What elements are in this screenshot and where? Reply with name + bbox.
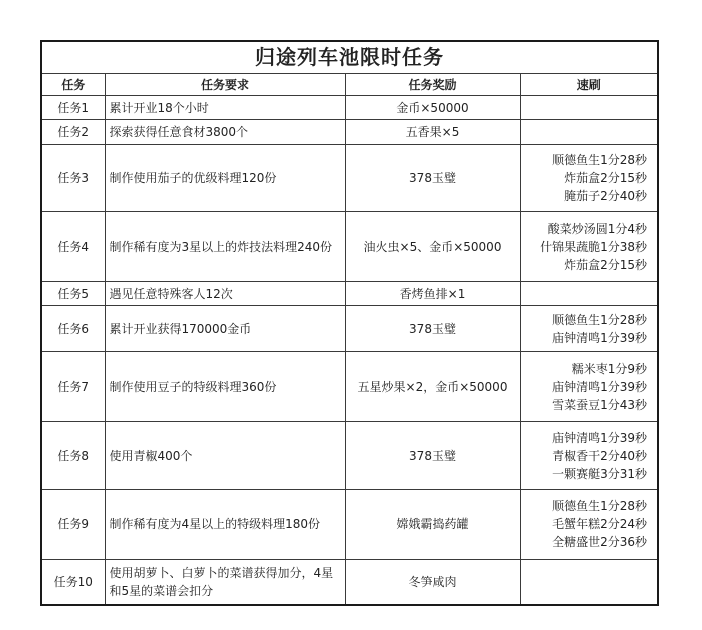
table-row <box>42 120 657 144</box>
table-row <box>42 282 657 305</box>
task-reward: 金币×50000 <box>345 96 520 120</box>
task-reward: 378玉璧 <box>345 422 520 490</box>
task-id: 任务6 <box>42 305 105 352</box>
task-reward: 嫦娥霸捣药罐 <box>345 490 520 560</box>
speedrun-entry: 糯米枣1分9秒 <box>571 361 647 376</box>
task-reward: 香烤鱼排×1 <box>345 282 520 305</box>
table-row <box>42 211 657 282</box>
speedrun-entry: 雪菜蚕豆1分43秒 <box>552 397 647 412</box>
table-row <box>42 490 657 560</box>
speedrun-entry: 炸茄盒2分15秒 <box>564 170 647 185</box>
task-requirement: 累计开业获得170000金币 <box>105 305 345 352</box>
speedrun-entry: 顺德鱼生1分28秒 <box>552 499 647 514</box>
table-row <box>42 422 657 490</box>
task-requirement: 制作稀有度为4星以上的特级料理180份 <box>105 490 345 560</box>
task-speedrun <box>520 559 657 604</box>
title-row <box>42 42 657 73</box>
table-row <box>42 144 657 211</box>
task-speedrun <box>520 352 657 422</box>
task-speedrun <box>520 282 657 305</box>
task-reward: 378玉璧 <box>345 144 520 211</box>
speedrun-entry: 顺德鱼生1分28秒 <box>552 152 647 167</box>
speedrun-entry: 腌茄子2分40秒 <box>564 188 647 203</box>
task-speedrun <box>520 96 657 120</box>
task-speedrun <box>520 490 657 560</box>
task-rows <box>42 96 657 604</box>
header-reward: 任务奖励 <box>345 73 520 95</box>
table-row <box>42 305 657 352</box>
speedrun-entry: 一颗赛艇3分31秒 <box>552 466 647 481</box>
speedrun-entry: 庙钟清鸣1分39秒 <box>552 379 647 394</box>
task-requirement: 累计开业18个小时 <box>105 96 345 120</box>
speedrun-entry: 毛蟹年糕2分24秒 <box>552 517 647 532</box>
task-id: 任务3 <box>42 144 105 211</box>
task-id: 任务2 <box>42 120 105 144</box>
task-speedrun <box>520 120 657 144</box>
task-requirement: 使用胡萝卜、白萝卜的菜谱获得加分，4星和5星的菜谱会扣分 <box>105 559 345 604</box>
task-id: 任务9 <box>42 490 105 560</box>
task-id: 任务10 <box>42 559 105 604</box>
task-id: 任务8 <box>42 422 105 490</box>
task-requirement: 制作稀有度为3星以上的炸技法料理240份 <box>105 211 345 282</box>
task-requirement: 制作使用茄子的优级料理120份 <box>105 144 345 211</box>
task-speedrun <box>520 211 657 282</box>
task-reward: 五香果×5 <box>345 120 520 144</box>
table-title: 归途列车池限时任务 <box>42 42 657 73</box>
speedrun-entry: 青椒香干2分40秒 <box>552 448 647 463</box>
task-requirement: 使用青椒400个 <box>105 422 345 490</box>
task-sheet <box>40 40 659 606</box>
task-requirement: 探索获得任意食材3800个 <box>105 120 345 144</box>
speedrun-entry: 什锦果蔬脆1分38秒 <box>540 239 647 254</box>
task-reward: 五星炒果×2，金币×50000 <box>345 352 520 422</box>
speedrun-entry: 酸菜炒汤圆1分4秒 <box>547 221 647 236</box>
task-requirement: 遇见任意特殊客人12次 <box>105 282 345 305</box>
header-requirement: 任务要求 <box>105 73 345 95</box>
task-id: 任务5 <box>42 282 105 305</box>
task-table <box>42 42 657 604</box>
task-reward: 冬笋咸肉 <box>345 559 520 604</box>
header-row <box>42 73 657 95</box>
task-id: 任务7 <box>42 352 105 422</box>
header-speedrun: 速刷 <box>520 73 657 95</box>
speedrun-entry: 顺德鱼生1分28秒 <box>552 312 647 327</box>
task-speedrun <box>520 422 657 490</box>
speedrun-entry: 庙钟清鸣1分39秒 <box>552 330 647 345</box>
task-requirement: 制作使用豆子的特级料理360份 <box>105 352 345 422</box>
task-reward: 油火虫×5、金币×50000 <box>345 211 520 282</box>
header-id: 任务 <box>42 73 105 95</box>
task-id: 任务4 <box>42 211 105 282</box>
task-speedrun <box>520 144 657 211</box>
task-reward: 378玉璧 <box>345 305 520 352</box>
table-row <box>42 352 657 422</box>
speedrun-entry: 庙钟清鸣1分39秒 <box>552 430 647 445</box>
speedrun-entry: 炸茄盒2分15秒 <box>564 257 647 272</box>
task-id: 任务1 <box>42 96 105 120</box>
table-row <box>42 96 657 120</box>
speedrun-entry: 全糖盛世2分36秒 <box>552 535 647 550</box>
table-row <box>42 559 657 604</box>
task-speedrun <box>520 305 657 352</box>
